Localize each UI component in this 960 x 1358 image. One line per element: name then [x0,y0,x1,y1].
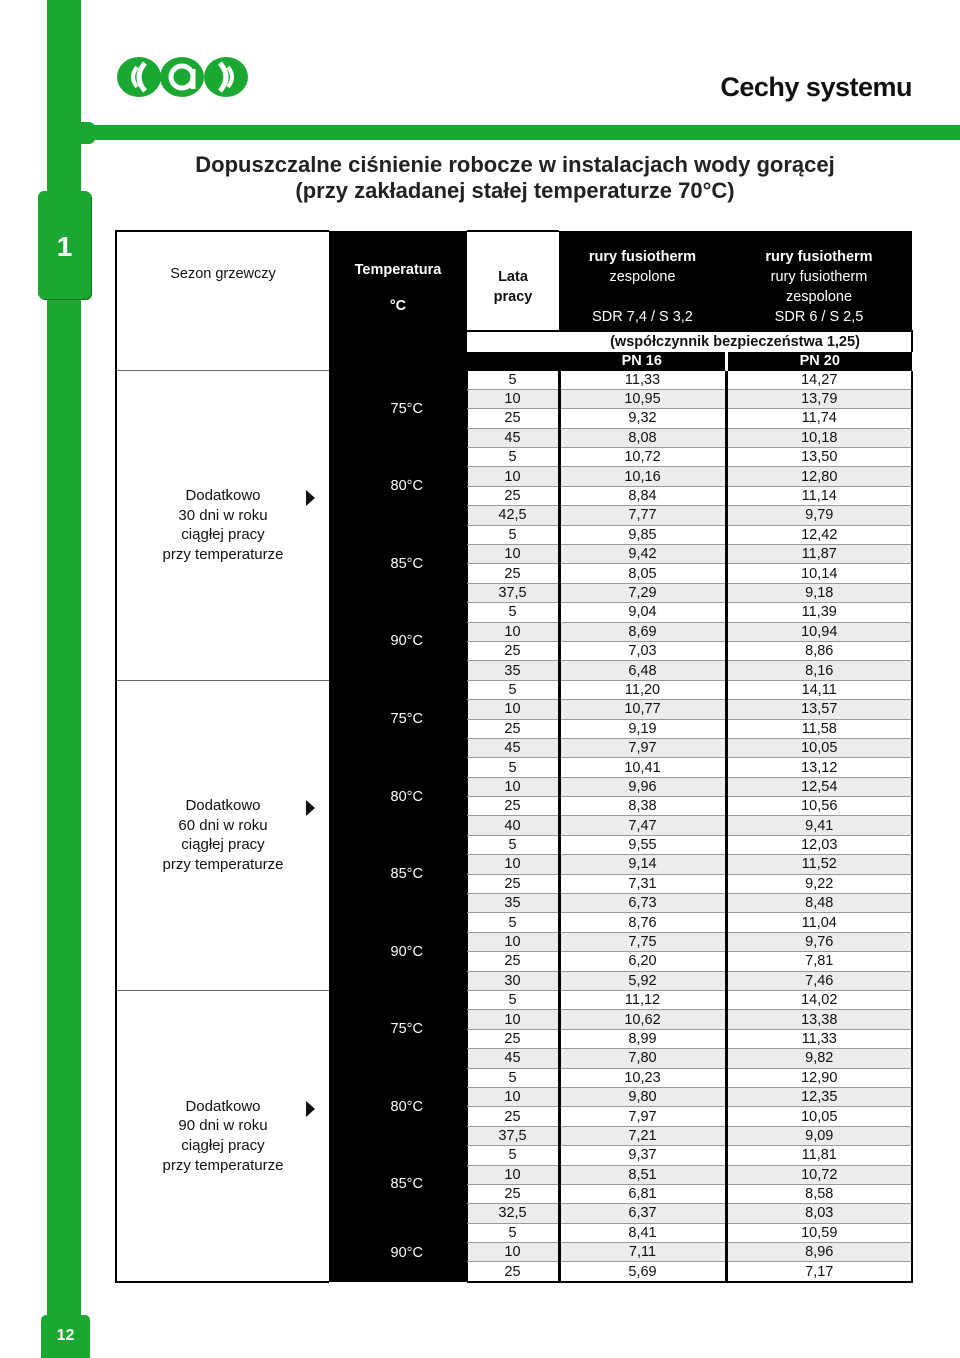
pn20-value-cell: 9,76 [726,932,912,951]
temperature-value: 85°C [390,1176,423,1193]
pn20-value-cell: 9,41 [726,816,912,835]
years-cell: 5 [467,1146,559,1165]
pn16-value-cell: 7,29 [559,583,726,602]
pn16-value-cell: 8,76 [559,913,726,932]
pn20-value-cell: 14,27 [726,371,912,390]
temperature-value: 90°C [390,1244,423,1261]
years-cell: 40 [467,816,559,835]
pn16-value-cell: 7,03 [559,641,726,660]
years-cell: 25 [467,952,559,971]
pn20-value-cell: 9,22 [726,874,912,893]
pn20-value-cell: 11,33 [726,1029,912,1048]
pn20-value-cell: 10,94 [726,622,912,641]
pn20-value-cell: 11,14 [726,486,912,505]
header-years-line2: pracy [493,289,533,305]
years-cell: 10 [467,1087,559,1106]
pn20-value-cell: 12,90 [726,1068,912,1087]
pn20-value-cell: 13,79 [726,389,912,408]
header-years-line1: Lata [498,269,528,285]
pn20-value-cell: 13,50 [726,448,912,467]
pn20-value-cell: 13,12 [726,758,912,777]
pn16-value-cell: 5,69 [559,1262,726,1282]
years-cell: 10 [467,467,559,486]
temperature-value: 75°C [390,711,423,728]
pn16-value-cell: 8,84 [559,486,726,505]
temperature-cell [329,835,467,913]
pn16-value-cell: 9,14 [559,855,726,874]
coef-blank-3 [467,331,559,352]
temperature-cell [329,1223,467,1282]
years-cell: 25 [467,1107,559,1126]
pn20-value-cell: 10,72 [726,1165,912,1184]
season-line: 30 dni w roku [178,506,268,524]
pipe-joint [77,122,95,144]
pn16-value-cell: 11,20 [559,680,726,699]
years-cell: 10 [467,1165,559,1184]
pn20-value-cell: 7,46 [726,971,912,990]
pn20-value-cell: 7,17 [726,1262,912,1282]
years-cell: 25 [467,1262,559,1282]
header-col1-line2: zespolone [609,268,676,285]
pn16-value-cell: 10,16 [559,467,726,486]
header-col1-line1: rury fusiotherm [588,248,697,265]
coef-blank-2 [329,331,467,352]
years-cell: 5 [467,603,559,622]
pn16-value-cell: 10,72 [559,448,726,467]
years-cell: 25 [467,486,559,505]
pn16-value-cell: 7,47 [559,816,726,835]
temperature-cell [329,448,467,526]
pn16-value-cell: 6,73 [559,894,726,913]
years-cell: 45 [467,428,559,447]
pn16-value-cell: 9,80 [559,1087,726,1106]
pn20-value-cell: 10,05 [726,1107,912,1126]
season-line: przy temperaturze [162,545,284,563]
temperature-cell [329,913,467,991]
years-cell: 25 [467,1029,559,1048]
pn20-value-cell: 13,38 [726,1010,912,1029]
years-cell: 32,5 [467,1204,559,1223]
pn16-value-cell: 7,11 [559,1243,726,1262]
pn20-value-cell: 9,09 [726,1126,912,1145]
pn16-value-cell: 5,92 [559,971,726,990]
season-cell [116,371,329,681]
pn20-value-cell: 12,03 [726,835,912,854]
years-cell: 5 [467,371,559,390]
chapter-tab [38,191,91,299]
pn-row [116,352,912,371]
pn20-value-cell: 11,39 [726,603,912,622]
pn16-value-cell: 10,41 [559,758,726,777]
years-cell: 5 [467,448,559,467]
arrow-right-icon [306,800,315,816]
table-row [116,371,912,390]
temperature-cell [329,991,467,1069]
coefficient-row [116,331,912,352]
years-cell: 45 [467,738,559,757]
years-cell: 25 [467,564,559,583]
pn20-value-cell: 14,02 [726,991,912,1010]
table-header-row [116,231,912,331]
years-cell: 5 [467,1223,559,1242]
pn16-value-cell: 9,32 [559,409,726,428]
pn16-value-cell: 8,51 [559,1165,726,1184]
pn16-value-cell: 10,77 [559,700,726,719]
pn20-value-cell: 12,42 [726,525,912,544]
header-temperature-line1: Temperatura [354,262,442,278]
coef-blank-1 [116,331,329,352]
years-cell: 10 [467,389,559,408]
pn20-value-cell: 10,59 [726,1223,912,1242]
pressure-table [115,230,913,1283]
pn16-value-cell: 8,38 [559,797,726,816]
temperature-value: 90°C [390,633,423,650]
pn20-value-cell: 11,52 [726,855,912,874]
pn20-value-cell: 11,87 [726,545,912,564]
header-col2-line3: zespolone [785,288,853,305]
pn20-value-cell: 9,18 [726,583,912,602]
years-cell: 35 [467,661,559,680]
pn20-value-cell: 11,74 [726,409,912,428]
pn16-value-cell: 10,23 [559,1068,726,1087]
header-col1 [559,231,726,331]
coefficient-label: (współczynnik bezpieczeństwa 1,25) [559,331,912,352]
pn20-value-cell: 9,82 [726,1049,912,1068]
years-cell: 30 [467,971,559,990]
season-text [163,1097,284,1175]
section-title: Cechy systemu [720,72,912,102]
years-cell: 25 [467,409,559,428]
pn16-value-cell: 7,75 [559,932,726,951]
pn20-value-cell: 14,11 [726,680,912,699]
temperature-value: 80°C [390,1098,423,1115]
years-cell: 5 [467,835,559,854]
years-cell: 25 [467,1184,559,1203]
pn16-value-cell: 6,20 [559,952,726,971]
season-text [163,796,284,874]
header-col2 [726,231,912,331]
header-col2-line1: rury fusiotherm [765,248,873,265]
years-cell: 5 [467,1068,559,1087]
years-cell: 25 [467,797,559,816]
temperature-cell [329,371,467,448]
table-row [116,991,912,1010]
years-cell: 10 [467,622,559,641]
pn16-value-cell: 7,97 [559,738,726,757]
pn16-value-cell: 7,31 [559,874,726,893]
page-number: 12 [56,1327,75,1344]
temperature-value: 90°C [390,943,423,960]
pn16-value-cell: 11,33 [559,371,726,390]
table-row [116,680,912,699]
temperature-cell [329,758,467,836]
pn20-value-cell: 9,79 [726,506,912,525]
pn20-value-cell: 10,14 [726,564,912,583]
title-line-2: (przy zakładanej stałej temperaturze 70°C) [295,178,735,203]
years-cell: 5 [467,758,559,777]
title-line-1: Dopuszczalne ciśnienie robocze w instalacjach wody gorącej [195,152,835,177]
years-cell: 10 [467,932,559,951]
pn16-value-cell: 9,04 [559,603,726,622]
years-cell: 45 [467,1049,559,1068]
temperature-cell [329,1068,467,1146]
header-col1-line3: SDR 7,4 / S 3,2 [592,308,693,325]
pn20-value-cell: 10,05 [726,738,912,757]
pn16-value-cell: 7,97 [559,1107,726,1126]
years-cell: 5 [467,680,559,699]
pn16-value-cell: 9,85 [559,525,726,544]
header-col2-line4: SDR 6 / S 2,5 [774,308,864,325]
pn16-value-cell: 6,81 [559,1184,726,1203]
pn20-value-cell: 8,96 [726,1243,912,1262]
pn20-value-cell: 7,81 [726,952,912,971]
header-temperature-line2: °C [389,298,407,314]
pn20-value-cell: 12,35 [726,1087,912,1106]
arrow-right-icon [306,1101,315,1117]
season-line: ciągłej pracy [181,526,265,544]
green-pipe-horizontal [81,125,960,140]
years-cell: 10 [467,855,559,874]
page-title [150,152,880,204]
temperature-value: 80°C [390,788,423,805]
pn16-value-cell: 8,69 [559,622,726,641]
years-cell: 35 [467,894,559,913]
pn16-value-cell: 10,95 [559,389,726,408]
season-line: Dodatkowo [185,487,261,505]
pn16-value-cell: 9,42 [559,545,726,564]
pn16-value-cell: 8,08 [559,428,726,447]
pn16-value-cell: 9,96 [559,777,726,796]
years-cell: 10 [467,1243,559,1262]
pn16-value-cell: 8,05 [559,564,726,583]
pn16-value-cell: 8,99 [559,1029,726,1048]
pn16-value-cell: 10,62 [559,1010,726,1029]
pn16-value-cell: 7,80 [559,1049,726,1068]
season-line: ciągłej pracy [181,1136,265,1154]
pn20-value-cell: 8,03 [726,1204,912,1223]
season-line: przy temperaturze [162,1156,284,1174]
temperature-cell [329,1146,467,1224]
logo-mark [115,55,250,99]
pn16-value-cell: 6,48 [559,661,726,680]
pn16-value-cell: 9,55 [559,835,726,854]
season-line: ciągłej pracy [181,836,265,854]
season-cell [116,680,329,990]
pn20-value-cell: 11,81 [726,1146,912,1165]
pn20-value-cell: 8,16 [726,661,912,680]
pn16-value-cell: 7,77 [559,506,726,525]
temperature-cell [329,603,467,681]
pn20-value-cell: 12,54 [726,777,912,796]
years-cell: 10 [467,1010,559,1029]
pn-col2: PN 20 [726,352,912,371]
pn-col1: PN 16 [559,352,726,371]
temperature-cell [329,680,467,758]
pn20-value-cell: 12,80 [726,467,912,486]
season-line: przy temperaturze [162,855,284,873]
season-text [163,486,284,564]
years-cell: 10 [467,700,559,719]
pn-blank-3 [467,352,559,371]
pn20-value-cell: 10,18 [726,428,912,447]
header-season [116,231,329,331]
season-cell [116,991,329,1282]
years-cell: 10 [467,777,559,796]
pn20-value-cell: 8,86 [726,641,912,660]
temperature-cell [329,525,467,603]
temperature-value: 85°C [390,555,423,572]
temperature-value: 85°C [390,866,423,883]
season-line: 90 dni w roku [178,1117,268,1135]
years-cell: 25 [467,874,559,893]
years-cell: 10 [467,545,559,564]
pn16-value-cell: 11,12 [559,991,726,1010]
header-season-label: Sezon grzewczy [170,266,276,282]
pn20-value-cell: 11,58 [726,719,912,738]
chapter-number: 1 [56,231,73,262]
years-cell: 42,5 [467,506,559,525]
arrow-right-icon [306,490,315,506]
pn16-value-cell: 8,41 [559,1223,726,1242]
temperature-value: 75°C [390,401,423,418]
temperature-value: 80°C [390,478,423,495]
pn20-value-cell: 10,56 [726,797,912,816]
header-years [467,231,559,331]
years-cell: 5 [467,525,559,544]
pn20-value-cell: 11,04 [726,913,912,932]
pn20-value-cell: 8,58 [726,1184,912,1203]
pn16-value-cell: 9,37 [559,1146,726,1165]
season-line: Dodatkowo [185,797,261,815]
season-line: Dodatkowo [185,1097,261,1115]
pn16-value-cell: 6,37 [559,1204,726,1223]
header-col2-line2: rury fusiotherm [770,268,868,285]
pn16-value-cell: 7,21 [559,1126,726,1145]
season-line: 60 dni w roku [178,816,268,834]
pn20-value-cell: 8,48 [726,894,912,913]
pn16-value-cell: 9,19 [559,719,726,738]
temperature-value: 75°C [390,1021,423,1038]
pn20-value-cell: 13,57 [726,700,912,719]
years-cell: 37,5 [467,583,559,602]
header-temperature [329,231,467,331]
years-cell: 25 [467,719,559,738]
pn-blank-2 [329,352,467,371]
years-cell: 25 [467,641,559,660]
years-cell: 37,5 [467,1126,559,1145]
years-cell: 5 [467,913,559,932]
page-number-box [41,1315,90,1358]
years-cell: 5 [467,991,559,1010]
pn-blank-1 [116,352,329,371]
